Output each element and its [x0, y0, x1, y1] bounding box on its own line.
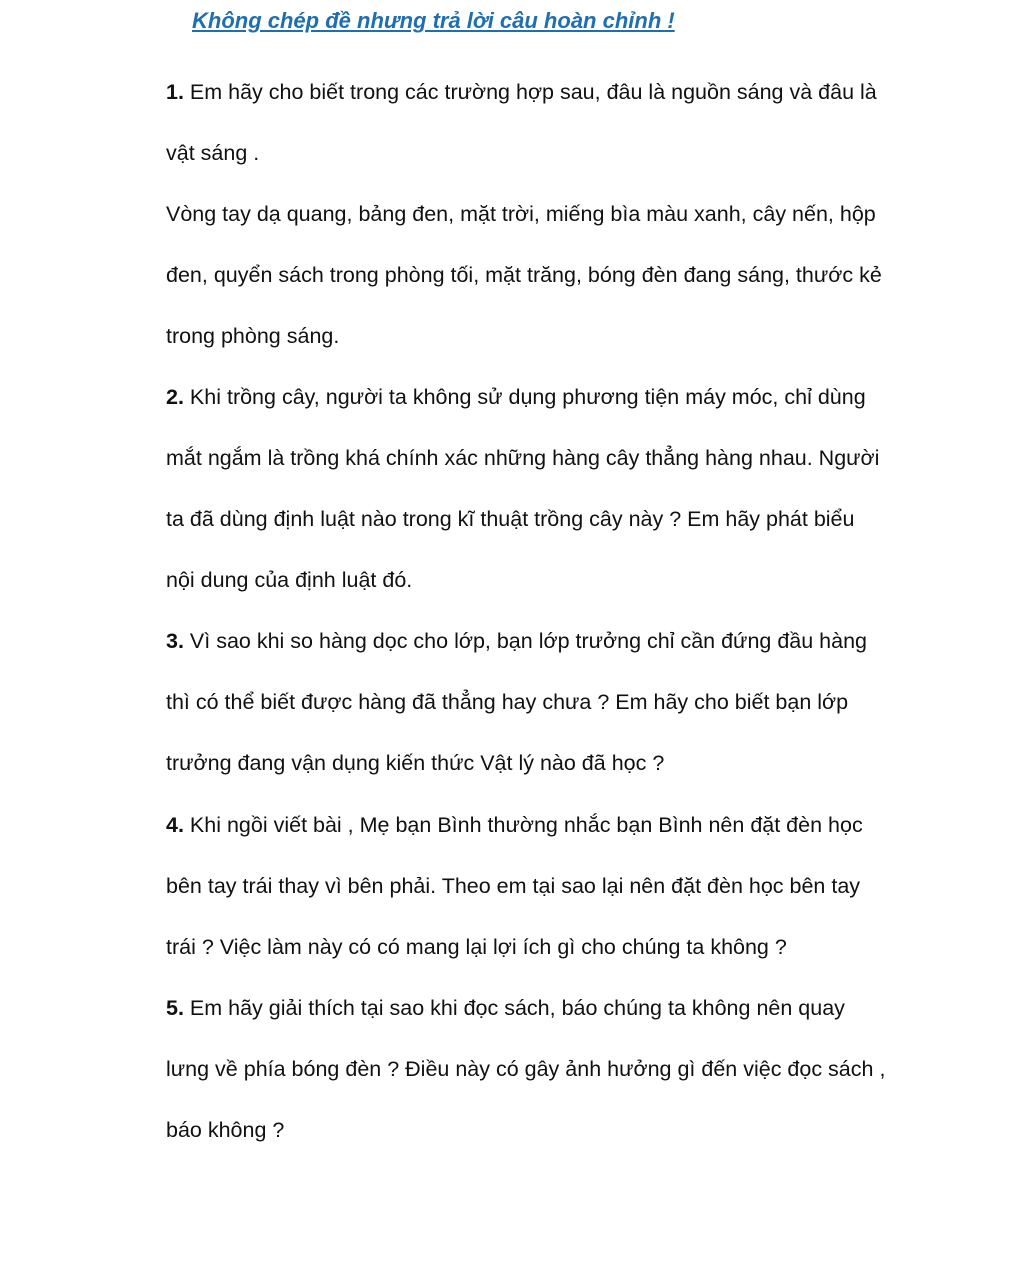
question-4-text: Khi ngồi viết bài , Mẹ bạn Bình thường nhắc bạn Bình nên đặt đèn học — [189, 813, 863, 837]
question-2-line-3: ta đã dùng định luật nào trong kĩ thuật trồng cây này ? Em hãy phát biểu — [166, 507, 855, 531]
question-2-line-4: nội dung của định luật đó. — [166, 568, 413, 592]
question-1-line-2: vật sáng . — [166, 141, 260, 165]
question-1-line-1 — [166, 77, 877, 107]
question-5-line-2: lưng về phía bóng đèn ? Điều này có gây ảnh hưởng gì đến việc đọc sách , — [166, 1057, 886, 1081]
question-4-number: 4. — [166, 813, 184, 837]
question-5-number: 5. — [166, 996, 184, 1020]
question-2-line-2: mắt ngắm là trồng khá chính xác những hàng cây thẳng hàng nhau. Người — [166, 446, 880, 470]
question-2-line-1 — [166, 382, 866, 412]
question-3-text: Vì sao khi so hàng dọc cho lớp, bạn lớp trưởng chỉ cần đứng đầu hàng — [189, 629, 868, 653]
question-1-text: Em hãy cho biết trong các trường hợp sau, đâu là nguồn sáng và đâu là — [189, 80, 877, 104]
question-3-line-1 — [166, 626, 867, 656]
question-1-line-3: Vòng tay dạ quang, bảng đen, mặt trời, miếng bìa màu xanh, cây nến, hộp — [166, 202, 876, 226]
question-3-line-2: thì có thể biết được hàng đã thẳng hay chưa ? Em hãy cho biết bạn lớp — [166, 690, 849, 714]
question-1-number: 1. — [166, 80, 184, 104]
question-3-number: 3. — [166, 629, 184, 653]
question-2-text: Khi trồng cây, người ta không sử dụng phương tiện máy móc, chỉ dùng — [189, 385, 866, 409]
instruction-heading: Không chép đề nhưng trả lời câu hoàn chỉnh ! — [192, 8, 675, 33]
question-4-line-2: bên tay trái thay vì bên phải. Theo em tại sao lại nên đặt đèn học bên tay — [166, 874, 861, 898]
question-4-line-1 — [166, 810, 863, 840]
question-4-line-3: trái ? Việc làm này có có mang lại lợi ích gì cho chúng ta không ? — [166, 935, 787, 959]
question-1-line-4: đen, quyển sách trong phòng tối, mặt trăng, bóng đèn đang sáng, thước kẻ — [166, 263, 882, 287]
question-3-line-3: trưởng đang vận dụng kiến thức Vật lý nào đã học ? — [166, 751, 665, 775]
question-5-line-1 — [166, 993, 845, 1023]
question-5-line-3: báo không ? — [166, 1118, 285, 1142]
question-5-text: Em hãy giải thích tại sao khi đọc sách, báo chúng ta không nên quay — [189, 996, 845, 1020]
question-1-line-5: trong phòng sáng. — [166, 324, 340, 348]
question-2-number: 2. — [166, 385, 184, 409]
